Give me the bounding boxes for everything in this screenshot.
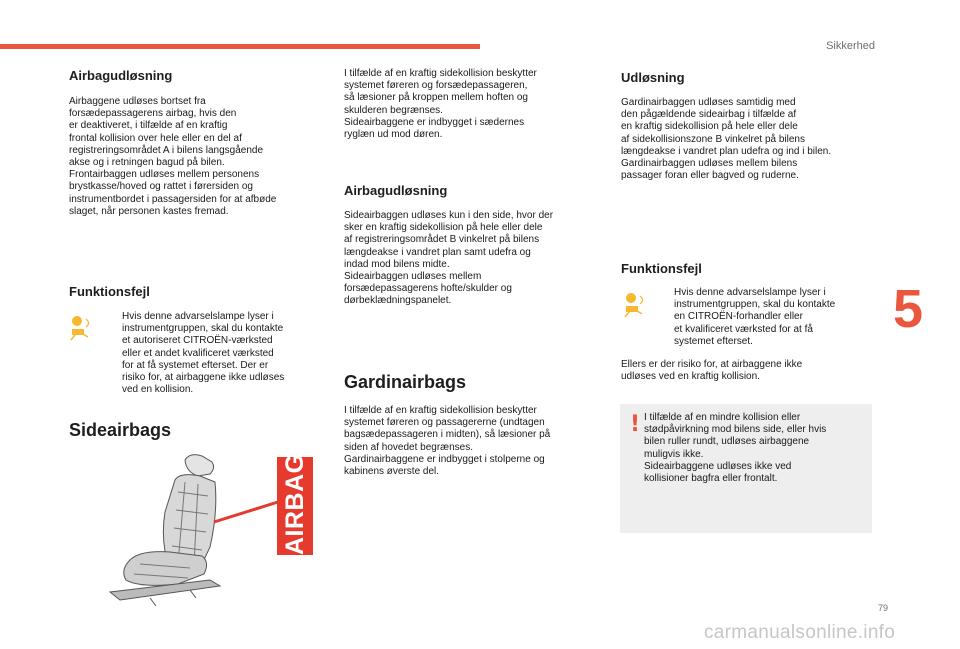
exclamation-icon: ! xyxy=(630,412,641,437)
risk-text: Ellers er der risiko for, at airbaggene ikke udløses ved en kraftig kollision. xyxy=(621,359,803,383)
fault-heading-right: Funktionsfejl xyxy=(621,261,702,276)
section-accent-bar xyxy=(0,44,480,49)
section-title: Sikkerhed xyxy=(826,40,875,52)
side-deploy-text: Sideairbaggen udløses kun i den side, hvor der sker en kraftig sidekollision på hele eller dele af registreringsområdet B vinkelret på bilens længdeakse i vandret plan samt udefra og indad mod bilens midte. Sideairbaggen udløses mellem forsædepassagerens hofte/skulder og dørbeklædningspanelet. xyxy=(344,210,554,307)
curtain-airbags-text: I tilfælde af en kraftig sidekollision beskytter systemet føreren og passagererne (undtagen bagsædepassageren i midten), så læsioner på siden af hovedet begrænses. Gardinairbaggene er indbygget i stolperne og kabinens øverste del. xyxy=(344,405,551,478)
curtain-airbags-heading: Gardinairbags xyxy=(344,372,467,392)
fault-heading-left: Funktionsfejl xyxy=(69,284,150,299)
fault-text-left: Hvis denne advarselslampe lyser i instrumentgruppen, skal du kontakte et autoriseret CITROËN-værksted eller et andet kvalificeret værksted for at få systemet efterset. Der er risiko for, at airbaggene ikke udløses ved en kollision. xyxy=(122,311,285,396)
side-airbags-intro: I tilfælde af en kraftig sidekollision beskytter systemet føreren og forsædepassageren, så læsioner på kroppen mellem hoften og skulderen begrænses. Sideairbaggene er indbygget i sædernes ryglæn ud mod døren. xyxy=(344,68,537,141)
front-airbag-heading: Airbagudløsning xyxy=(69,68,173,83)
side-deploy-heading: Airbagudløsning xyxy=(344,183,448,198)
airbag-warning-icon xyxy=(68,313,94,343)
chapter-number: 5 xyxy=(893,279,924,339)
page-number: 79 xyxy=(878,603,889,613)
fault-text-right: Hvis denne advarselslampe lyser i instrumentgruppen, skal du kontakte en CITROËN-forhandler eller et kvalificeret værksted for at få systemet efterset. xyxy=(674,287,836,347)
release-heading: Udløsning xyxy=(621,70,685,85)
note-text: I tilfælde af en mindre kollision eller stødpåvirkning mod bilens side, eller hvis bilen ruller rundt, udløses airbaggene muligvis ikke. Sideairbaggene udløses ikke ved kollisioner bagfra eller frontalt. xyxy=(644,412,827,485)
side-airbags-heading: Sideairbags xyxy=(69,420,172,440)
release-text: Gardinairbaggen udløses samtidig med den pågældende sideairbag i tilfælde af en kraftig sidekollision på hele eller dele af sidekollisionszone B vinkelret på bilens længdeakse i vandret plan udefra og ind i bilen. Gardinairbaggen udløses mellem bilens passager foran eller bagved og ruderne. xyxy=(621,97,832,182)
note-box xyxy=(620,404,872,533)
front-airbag-text: Airbaggene udløses bortset fra forsædepassagerens airbag, hvis den er deaktiveret, i tilfælde af en kraftig frontal kollision over hele eller en del af registreringsområdet A i bilens langsgående akse og i retningen bagud på bilen. Frontairbaggen udløses mellem personens brystkasse/hoved og rattet i førersiden og instrumentbordet i passagersiden for at afbøde slaget, når personen kastes fremad. xyxy=(69,96,277,217)
airbag-label xyxy=(277,453,313,555)
watermark: carmanualsonline.info xyxy=(704,622,896,643)
airbag-label-text: AIRBAG xyxy=(281,453,309,555)
airbag-warning-icon xyxy=(622,290,648,320)
